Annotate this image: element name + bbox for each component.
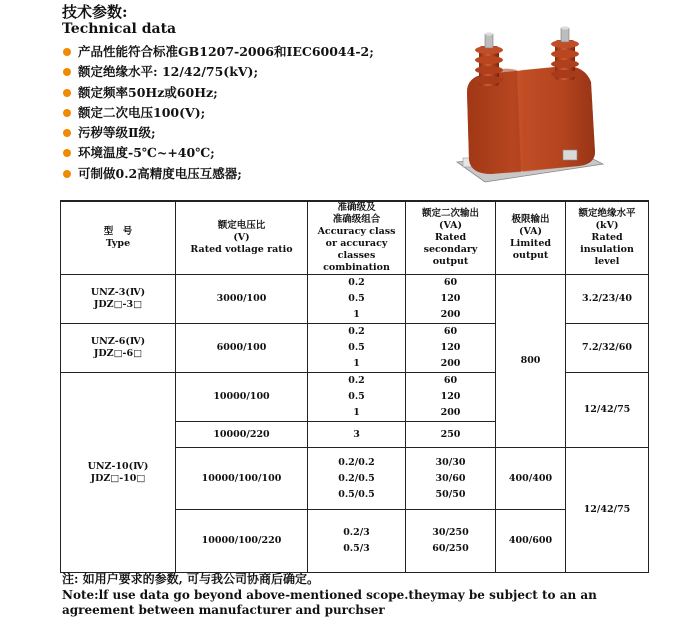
insulation-cell: 3.2/23/40: [566, 275, 649, 324]
title-en: Technical data: [62, 21, 177, 37]
type-cell: UNZ-3(Ⅳ) JDZ□-3□: [61, 275, 176, 324]
secondary-cell: 60 120 200: [406, 324, 496, 373]
note-en-line2: agreement between manufacturer and purchser: [62, 603, 385, 617]
footnote: [62, 572, 597, 619]
header-limited: 极限输出 (VA) Limited output: [496, 201, 566, 275]
accuracy-cell: 0.2 0.5 1: [308, 373, 406, 422]
accuracy-cell: 0.2/0.2 0.2/0.5 0.5/0.5: [308, 448, 406, 510]
header-ratio: 额定电压比 (V) Rated votlage ratio: [176, 201, 308, 275]
bullet-icon: [63, 68, 71, 76]
limited-cell: 400/600: [496, 510, 566, 573]
spec-item: 额定频率50Hz或60Hz;: [62, 83, 374, 103]
type-cell: UNZ-6(Ⅳ) JDZ□-6□: [61, 324, 176, 373]
bullet-icon: [63, 129, 71, 137]
ratio-cell: 10000/100: [176, 373, 308, 422]
technical-data-table: [60, 200, 649, 573]
note-en-line1: Note:lf use data go beyond above-mentioned scope.theymay be subject to an an: [62, 587, 597, 602]
limited-cell: 800: [496, 275, 566, 448]
header-accuracy: 准确级及 准确级组合 Accuracy class or accuracy classes combination: [308, 201, 406, 275]
spec-item: 污秽等级Ⅱ级;: [62, 123, 374, 143]
bullet-icon: [63, 170, 71, 178]
bullet-icon: [63, 89, 71, 97]
accuracy-cell: 3: [308, 422, 406, 448]
secondary-cell: 30/30 30/60 50/50: [406, 448, 496, 510]
secondary-cell: 250: [406, 422, 496, 448]
type-cell: UNZ-10(Ⅳ) JDZ□-10□: [61, 373, 176, 573]
spec-item: 可制做0.2高精度电压互感器;: [62, 164, 374, 184]
limited-cell: 400/400: [496, 448, 566, 510]
header-secondary: 额定二次输出 (VA) Rated secondary output: [406, 201, 496, 275]
spec-item: 环境温度-5℃~+40℃;: [62, 143, 374, 163]
bullet-icon: [63, 109, 71, 117]
accuracy-cell: 0.2 0.5 1: [308, 275, 406, 324]
ratio-cell: 10000/100/100: [176, 448, 308, 510]
ratio-cell: 10000/220: [176, 422, 308, 448]
header-insulation: 额定绝缘水平 (kV) Rated insulation level: [566, 201, 649, 275]
header-type: 型 号 Type: [61, 201, 176, 275]
bullet-icon: [63, 149, 71, 157]
insulation-cell: 12/42/75: [566, 373, 649, 448]
secondary-cell: 60 120 200: [406, 275, 496, 324]
ratio-cell: 3000/100: [176, 275, 308, 324]
spec-list: [62, 42, 374, 184]
ratio-cell: 10000/100/220: [176, 510, 308, 573]
accuracy-cell: 0.2/3 0.5/3: [308, 510, 406, 573]
spec-item: 额定绝缘水平: 12/42/75(kV);: [62, 62, 374, 82]
secondary-cell: 60 120 200: [406, 373, 496, 422]
table-row: [61, 275, 649, 324]
title-cn: 技术参数:: [62, 3, 128, 21]
ratio-cell: 6000/100: [176, 324, 308, 373]
note-cn: 注: 如用户要求的参数, 可与我公司协商后确定。: [62, 572, 319, 586]
insulation-cell: 7.2/32/60: [566, 324, 649, 373]
spec-item: 产品性能符合标准GB1207-2006和IEC60044-2;: [62, 42, 374, 62]
bullet-icon: [63, 48, 71, 56]
secondary-cell: 30/250 60/250: [406, 510, 496, 573]
insulation-cell: 12/42/75: [566, 448, 649, 573]
voltage-transformer-image: [445, 22, 620, 197]
spec-item: 额定二次电压100(V);: [62, 103, 374, 123]
section-header: [62, 4, 176, 38]
accuracy-cell: 0.2 0.5 1: [308, 324, 406, 373]
